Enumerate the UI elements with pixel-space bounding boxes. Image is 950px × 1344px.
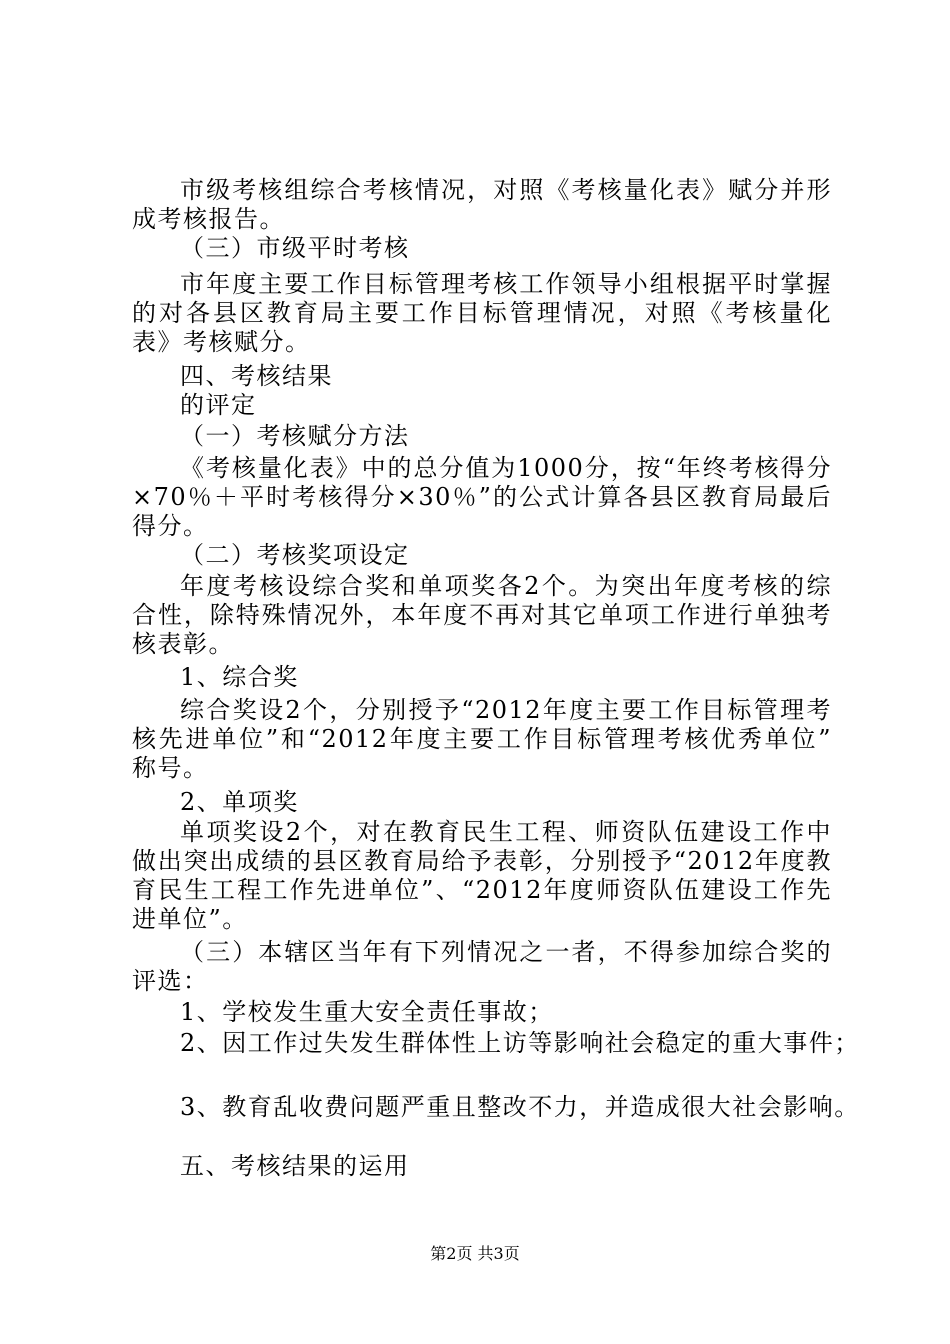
body-line-2: 成考核报告。: [132, 205, 285, 233]
item-heading-1: 1、综合奖: [180, 663, 299, 691]
page-footer: 第2页 共3页: [430, 1244, 520, 1263]
section-heading-5: 五、考核结果的运用: [180, 1152, 410, 1180]
body-line-1: 市级考核组综合考核情况，对照《考核量化表》赋分并形: [180, 176, 832, 204]
body-line-6: 表》考核赋分。: [132, 328, 311, 356]
body-line-26: （三）本辖区当年有下列情况之一者，不得参加综合奖的: [180, 938, 832, 966]
section-heading-3: （三）市级平时考核: [180, 234, 410, 262]
list-item-2: 2、因工作过失发生群体性上访等影响社会稳定的重大事件；: [180, 1029, 860, 1057]
body-line-24: 育民生工程工作先进单位”、“2012年度师资队伍建设工作先: [132, 876, 832, 904]
list-item-1: 1、学校发生重大安全责任事故；: [180, 998, 554, 1026]
body-line-22: 单项奖设2个，对在教育民生工程、师资队伍建设工作中: [180, 818, 832, 846]
subsection-heading-2: （二）考核奖项设定: [180, 541, 410, 569]
body-line-27: 评选：: [132, 967, 209, 995]
body-line-10: 《考核量化表》中的总分值为1000分，按“年终考核得分: [180, 454, 832, 482]
item-heading-2: 2、单项奖: [180, 788, 299, 816]
body-line-4: 市年度主要工作目标管理考核工作领导小组根据平时掌握: [180, 270, 832, 298]
body-line-23: 做出突出成绩的县区教育局给予表彰，分别授予“2012年度教: [132, 847, 832, 875]
body-line-15: 合性，除特殊情况外，本年度不再对其它单项工作进行单独考: [132, 601, 832, 629]
body-line-20: 称号。: [132, 754, 209, 782]
subsection-heading-1: （一）考核赋分方法: [180, 422, 410, 450]
body-line-5: 的对各县区教育局主要工作目标管理情况，对照《考核量化: [132, 299, 832, 327]
body-line-19: 核先进单位”和“2012年度主要工作目标管理考核优秀单位”: [132, 725, 832, 753]
body-line-16: 核表彰。: [132, 630, 234, 658]
body-line-25: 进单位”。: [132, 905, 248, 933]
body-line-11: ×70％＋平时考核得分×30％”的公式计算各县区教育局最后: [132, 483, 832, 511]
body-line-12: 得分。: [132, 512, 209, 540]
list-item-3: 3、教育乱收费问题严重且整改不力，并造成很大社会影响。: [180, 1093, 860, 1121]
section-heading-4-cont: 的评定: [180, 391, 257, 419]
section-heading-4: 四、考核结果: [180, 362, 333, 390]
body-line-14: 年度考核设综合奖和单项奖各2个。为突出年度考核的综: [180, 572, 832, 600]
body-line-18: 综合奖设2个，分别授予“2012年度主要工作目标管理考: [180, 696, 832, 724]
